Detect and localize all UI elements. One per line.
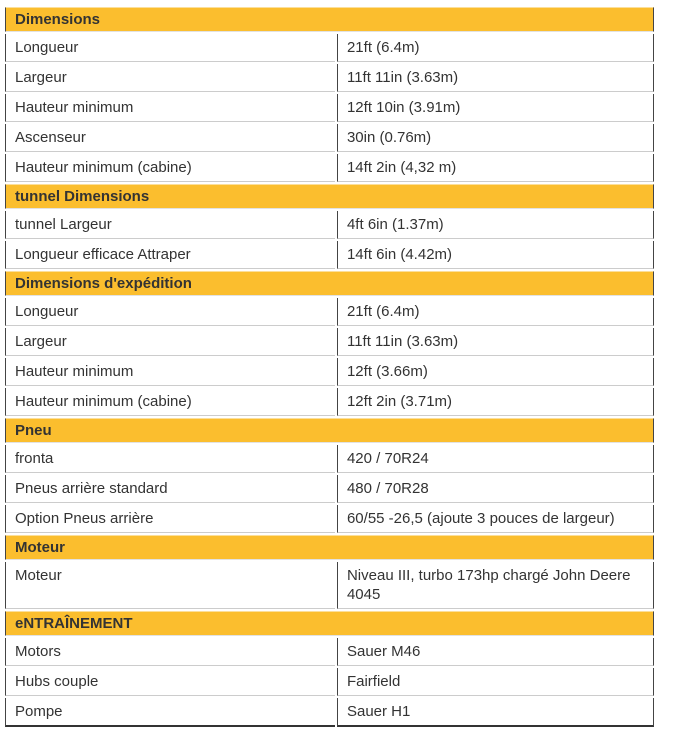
section-header-row <box>5 7 654 32</box>
spec-value: 4ft 6in (1.37m) <box>337 211 654 239</box>
spec-label: Pneus arrière standard <box>5 475 335 503</box>
spec-value: 12ft 10in (3.91m) <box>337 94 654 122</box>
spec-label: Hauteur minimum <box>5 94 335 122</box>
table-row <box>5 211 654 239</box>
spec-value: 21ft (6.4m) <box>337 34 654 62</box>
spec-value: 480 / 70R28 <box>337 475 654 503</box>
section-header-dimensions-expedition: Dimensions d'expédition <box>5 271 654 296</box>
spec-value: 30in (0.76m) <box>337 124 654 152</box>
table-row <box>5 94 654 122</box>
spec-value: Niveau III, turbo 173hp chargé John Deere 4045 <box>337 562 654 609</box>
table-row <box>5 562 654 609</box>
table-row <box>5 505 654 533</box>
table-row <box>5 668 654 696</box>
spec-value: 60/55 -26,5 (ajoute 3 pouces de largeur) <box>337 505 654 533</box>
spec-label: Pompe <box>5 698 335 727</box>
spec-label: Largeur <box>5 64 335 92</box>
section-header-row <box>5 271 654 296</box>
spec-value: 14ft 6in (4.42m) <box>337 241 654 269</box>
section-header-tunnel-dimensions: tunnel Dimensions <box>5 184 654 209</box>
table-row <box>5 388 654 416</box>
spec-table <box>3 5 656 729</box>
spec-value: 14ft 2in (4,32 m) <box>337 154 654 182</box>
section-header-row <box>5 535 654 560</box>
spec-value: 420 / 70R24 <box>337 445 654 473</box>
spec-label: Longueur efficace Attraper <box>5 241 335 269</box>
table-row <box>5 475 654 503</box>
spec-value: 11ft 11in (3.63m) <box>337 64 654 92</box>
spec-label: Hauteur minimum (cabine) <box>5 154 335 182</box>
section-header-pneu: Pneu <box>5 418 654 443</box>
table-row <box>5 328 654 356</box>
spec-value: 11ft 11in (3.63m) <box>337 328 654 356</box>
spec-label: Longueur <box>5 298 335 326</box>
spec-label: tunnel Largeur <box>5 211 335 239</box>
spec-label: Largeur <box>5 328 335 356</box>
spec-value: Sauer H1 <box>337 698 654 727</box>
table-row <box>5 64 654 92</box>
spec-label: Hubs couple <box>5 668 335 696</box>
section-header-moteur: Moteur <box>5 535 654 560</box>
spec-label: Longueur <box>5 34 335 62</box>
spec-label: Hauteur minimum <box>5 358 335 386</box>
section-header-row <box>5 418 654 443</box>
table-row <box>5 154 654 182</box>
spec-label: Option Pneus arrière <box>5 505 335 533</box>
spec-value: Fairfield <box>337 668 654 696</box>
spec-value: 12ft 2in (3.71m) <box>337 388 654 416</box>
spec-label: fronta <box>5 445 335 473</box>
spec-value: 21ft (6.4m) <box>337 298 654 326</box>
table-row <box>5 638 654 666</box>
table-row <box>5 358 654 386</box>
spec-value: 12ft (3.66m) <box>337 358 654 386</box>
table-row <box>5 241 654 269</box>
table-row <box>5 445 654 473</box>
section-header-entrainement: eNTRAÎNEMENT <box>5 611 654 636</box>
spec-label: Hauteur minimum (cabine) <box>5 388 335 416</box>
spec-label: Moteur <box>5 562 335 609</box>
spec-label: Ascenseur <box>5 124 335 152</box>
spec-label: Motors <box>5 638 335 666</box>
spec-value: Sauer M46 <box>337 638 654 666</box>
section-header-dimensions: Dimensions <box>5 7 654 32</box>
table-row <box>5 34 654 62</box>
table-row <box>5 124 654 152</box>
table-row <box>5 298 654 326</box>
section-header-row <box>5 184 654 209</box>
table-row <box>5 698 654 727</box>
section-header-row <box>5 611 654 636</box>
